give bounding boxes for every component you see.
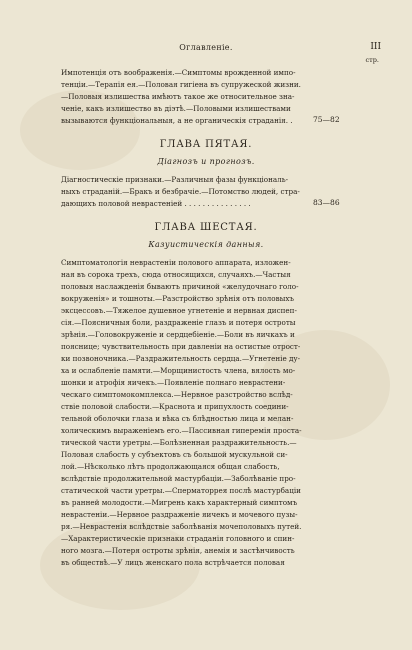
- text-line: холическимъ выраженіемъ его.—Пассивная гиперемія проста-: [61, 426, 302, 435]
- text-line: въ ранней молодости.—Мигрень какъ характерный симптомъ: [61, 498, 298, 507]
- text-line: зрѣнія.—Головокруженіе и сердцебіеніе.—Боли въ яичкахъ и: [61, 330, 295, 339]
- text-line: сія.—Поясничныя боли, раздраженіе глазъ и потеря остроты: [61, 318, 296, 327]
- text-line: неврастеніи.—Нервное раздраженіе яичекъ и мочевого пузы-: [61, 510, 298, 519]
- text-line: Импотенція отъ воображенія.—Симптомы врожденной импо-: [61, 68, 296, 77]
- text-line: половыя наслажденія бываютъ причиной «желудочнаго голо-: [61, 282, 299, 291]
- text-line: ная въ сорока трехъ, сюда относящихся, случаяхъ.—Частыя: [61, 270, 291, 279]
- text-line: ческаго симптомокомплекса.—Нервное разстройство вслѣд-: [61, 390, 293, 399]
- text-line: ки позвоночника.—Раздражительность сердца.—Угнетеніе ду-: [61, 354, 301, 363]
- chapter-heading: ГЛАВА ШЕСТАЯ.: [154, 222, 258, 233]
- text-line: ря.—Неврастенія вслѣдствіе заболѣванія мочеполовыхъ путей.: [61, 522, 302, 531]
- text-line: ныхъ страданій.—Бракъ и безбрачіе.—Потомство людей, стра-: [61, 187, 300, 196]
- text-line: лой.—Нѣсколько лѣтъ продолжающаяся общая слабость,: [61, 462, 280, 471]
- text-line: ха и ослабленіе памяти.—Морщинистость члена, вялость мо-: [61, 366, 296, 375]
- chapter-heading: ГЛАВА ПЯТАЯ.: [159, 139, 253, 150]
- text-line: тельной оболочки глаза и вѣка съ блѣдностью лица и мелан-: [61, 414, 294, 423]
- text-line: вслѣдствіе продолжительной мастурбаціи.—Заболѣваніе про-: [61, 474, 296, 483]
- text-line: статической части уретры.—Сперматоррея послѣ мастурбаціи: [61, 486, 301, 495]
- text-line: дающихъ половой неврастеніей . . . . . . . . . . . . . . .: [61, 199, 251, 208]
- page-range: 75—82: [313, 115, 340, 124]
- page-number: III: [370, 42, 381, 52]
- text-line: ного мозга.—Потеря остроты зрѣнія, анемія и застѣнчивость: [61, 546, 295, 555]
- text-line: пояснице; чувствительность при давленіи на остистые отрост-: [61, 342, 301, 351]
- text-line: вокруженія» и тошноты.—Разстройство зрѣнія отъ половыхъ: [61, 294, 294, 303]
- text-line: ченіе, какъ излишество въ діэтѣ.—Половыми излишествами: [61, 104, 291, 113]
- chapter-subheading: Казуистическія данныя.: [148, 240, 264, 249]
- text-line: Симптоматологія неврастеніи полового аппарата, изложен-: [61, 258, 291, 267]
- page-range: 83—86: [313, 198, 340, 207]
- text-line: эксцессовъ.—Тяжелое душевное угнетеніе и нервная диспеп-: [61, 306, 297, 315]
- text-line: —Характеристическіе признаки страданія головного и спин-: [61, 534, 295, 543]
- text-line: —Половыя излишества имѣютъ такое же относительное зна-: [61, 92, 295, 101]
- running-header: Оглавленіе.: [179, 43, 233, 52]
- text-line: тенціи.—Терапія ея.—Половая гигіена въ супружеской жизни.: [61, 80, 301, 89]
- page-column-label: стр.: [365, 56, 379, 64]
- text-line: въ обществѣ.—У лицъ женскаго пола встрѣчается половая: [61, 558, 285, 567]
- text-line: Діагностическіе признаки.—Различныя фазы функціональ-: [61, 175, 289, 184]
- chapter-subheading: Діагнозъ и прогнозъ.: [157, 157, 255, 166]
- text-line: ствіе половой слабости.—Краснота и припухлость соедини-: [61, 402, 289, 411]
- text-line: вызываются функціональныя, а не органическія страданія. .: [61, 116, 293, 125]
- text-line: тической части уретры.—Болѣзненная раздражительность.—: [61, 438, 297, 447]
- text-line: Половая слабость у субъектовъ съ большой мускульной си-: [61, 450, 288, 459]
- text-line: шонки и атрофія яичекъ.—Появленіе полнаго неврастени-: [61, 378, 286, 387]
